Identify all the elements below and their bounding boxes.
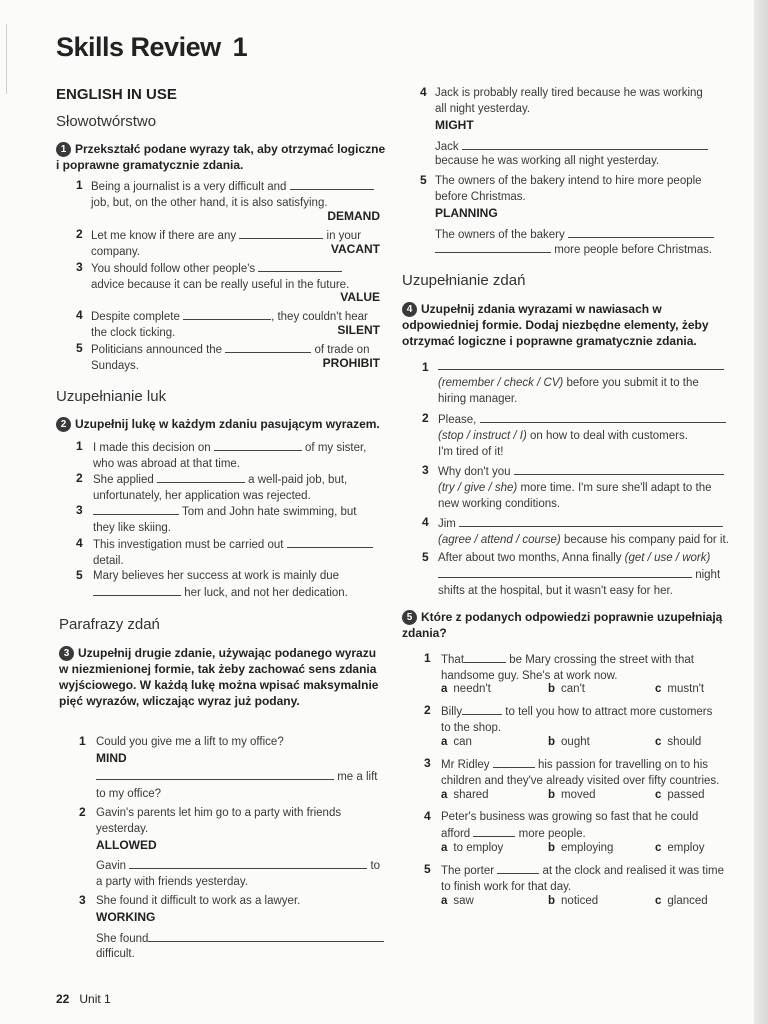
keyword: VACANT xyxy=(330,242,380,256)
answer-blank[interactable] xyxy=(480,411,726,423)
exercise-number-badge: 5 xyxy=(402,610,417,625)
item-text: shifts at the hospital, but it wasn't easy for her. xyxy=(438,585,673,597)
item-text: at the clock and realised it was time xyxy=(542,865,724,877)
item-text: Sundays. xyxy=(91,360,139,372)
exercise-number-badge: 2 xyxy=(56,417,71,432)
item-text: company. xyxy=(91,246,141,258)
option-text: ought xyxy=(561,736,590,748)
answer-blank[interactable] xyxy=(148,930,384,942)
item-text: Despite complete xyxy=(91,311,180,323)
item-text: be Mary crossing the street with that xyxy=(509,654,694,666)
exercise2-instruction xyxy=(56,416,386,432)
item-text: me a lift xyxy=(337,771,378,783)
page-footer xyxy=(56,992,111,1006)
option-c[interactable] xyxy=(655,842,704,854)
list-item xyxy=(441,862,733,895)
item-text: Jim xyxy=(438,518,456,530)
option-text: employing xyxy=(561,842,614,854)
option-letter: b xyxy=(548,736,556,748)
item-text: She found it difficult to work as a lawyer. xyxy=(96,895,301,907)
list-item xyxy=(441,651,733,684)
item-number: 3 xyxy=(76,260,83,274)
keyword: PROHIBIT xyxy=(322,356,380,370)
item-number: 2 xyxy=(424,703,431,717)
answer-blank[interactable] xyxy=(290,178,374,190)
option-text: noticed xyxy=(561,895,599,907)
exercise-number-badge: 4 xyxy=(402,302,417,317)
answer-line xyxy=(435,241,735,258)
item-text: a well-paid job, but, xyxy=(248,474,348,486)
list-item xyxy=(438,463,734,512)
instruction-text: Uzupełnij lukę w każdym zdaniu pasującym wyrazem. xyxy=(75,417,380,431)
item-text: handsome guy. She's at work now. xyxy=(441,670,618,682)
item-text: because his company paid for it. xyxy=(563,534,729,546)
list-item xyxy=(96,805,386,837)
option-a[interactable] xyxy=(441,789,489,801)
word-hint: (remember / check / CV) xyxy=(438,377,564,389)
answer-blank[interactable] xyxy=(438,358,724,370)
list-item xyxy=(438,411,734,460)
answer-blank[interactable] xyxy=(239,227,323,239)
item-text: of trade on xyxy=(314,344,370,356)
answer-blank[interactable] xyxy=(435,241,551,253)
list-item xyxy=(93,568,383,601)
item-number: 3 xyxy=(422,463,429,477)
list-item xyxy=(441,703,733,736)
list-item xyxy=(93,503,383,536)
answer-blank[interactable] xyxy=(493,756,535,768)
item-text: his passion for travelling on to his xyxy=(537,759,709,771)
option-c[interactable] xyxy=(655,789,705,801)
keyword: PLANNING xyxy=(435,206,498,220)
option-letter: c xyxy=(655,895,662,907)
answer-blank[interactable] xyxy=(459,515,723,527)
item-text: to my office? xyxy=(96,788,161,800)
answer-blank[interactable] xyxy=(287,536,373,548)
option-text: should xyxy=(667,736,702,748)
section3-heading: Parafrazy zdań xyxy=(59,616,160,633)
item-text: because he was working all night yesterday. xyxy=(435,155,660,167)
item-text: The owners of the bakery intend to hire more people xyxy=(435,175,702,187)
item-number: 2 xyxy=(76,227,83,241)
english-in-use-heading: ENGLISH IN USE xyxy=(56,86,177,103)
page-edge xyxy=(754,0,768,1024)
answer-blank[interactable] xyxy=(129,857,367,869)
item-text: I made this decision on xyxy=(93,442,211,454)
option-c[interactable] xyxy=(655,895,708,907)
word-hint: (agree / attend / course) xyxy=(438,534,561,546)
item-text: on how to deal with customers. xyxy=(530,430,688,442)
item-number: 5 xyxy=(76,568,83,582)
item-text: the clock ticking. xyxy=(91,327,176,339)
answer-blank[interactable] xyxy=(464,651,506,663)
item-text: Mr Ridley xyxy=(441,759,490,771)
item-number: 4 xyxy=(76,308,83,322)
item-number: 2 xyxy=(76,471,83,485)
option-letter: a xyxy=(441,842,448,854)
instruction-text: Które z podanych odpowiedzi poprawnie uzupełniają zdania? xyxy=(402,610,723,640)
item-text: hiring manager. xyxy=(438,393,518,405)
item-text: advice because it can be really useful in the future. xyxy=(91,279,350,291)
unit-label: Unit 1 xyxy=(79,992,111,1006)
item-text: After about two months, Anna finally xyxy=(438,552,622,564)
answer-blank[interactable] xyxy=(93,503,179,515)
answer-blank[interactable] xyxy=(462,703,502,715)
item-text: Gavin's parents let him go to a party with friends xyxy=(96,807,342,819)
answer-blank[interactable] xyxy=(157,471,245,483)
item-number: 3 xyxy=(79,893,86,907)
option-letter: a xyxy=(441,736,448,748)
option-letter: a xyxy=(441,683,448,695)
item-text: Please, xyxy=(438,414,477,426)
option-b[interactable] xyxy=(548,736,590,748)
list-item xyxy=(438,358,734,407)
item-text: That xyxy=(441,654,465,666)
option-letter: c xyxy=(655,736,662,748)
option-text: mustn't xyxy=(667,683,705,695)
word-hint: (try / give / she) xyxy=(438,482,518,494)
list-item xyxy=(435,85,735,117)
answer-line xyxy=(96,930,386,947)
item-text: night xyxy=(695,569,721,581)
keyword: MIND xyxy=(96,751,127,765)
instruction-text: Uzupełnij zdania wyrazami w nawiasach w odpowiedniej formie. Dodaj niezbędne elementy, żeby otrzymać logiczne i poprawne gramatycznie zdania. xyxy=(402,302,709,348)
answer-blank[interactable] xyxy=(462,138,708,150)
list-item xyxy=(441,809,733,842)
option-letter: a xyxy=(441,789,448,801)
item-text: before Christmas. xyxy=(435,191,526,203)
option-text: passed xyxy=(667,789,705,801)
item-number: 1 xyxy=(422,360,429,374)
item-text: This investigation must be carried out xyxy=(93,539,284,551)
answer-blank[interactable] xyxy=(93,584,181,596)
option-a[interactable] xyxy=(441,895,474,907)
item-text: I'm tired of it! xyxy=(438,446,504,458)
item-text: children and they've already visited over fifty countries. xyxy=(441,775,720,787)
option-a[interactable] xyxy=(441,842,503,854)
item-number: 4 xyxy=(420,85,427,99)
option-letter: b xyxy=(548,789,556,801)
option-text: saw xyxy=(453,895,474,907)
item-text: they like skiing. xyxy=(93,522,171,534)
margin-rule xyxy=(6,24,7,94)
option-text: to employ xyxy=(453,842,504,854)
keyword: VALUE xyxy=(340,290,380,304)
keyword: DEMAND xyxy=(327,209,380,223)
item-text: Jack is probably really tired because he was working xyxy=(435,87,703,99)
option-a[interactable] xyxy=(441,736,472,748)
option-b[interactable] xyxy=(548,895,598,907)
item-text: , they couldn't hear xyxy=(271,311,368,323)
item-number: 5 xyxy=(424,862,431,876)
item-text: Billy xyxy=(441,706,463,718)
item-number: 2 xyxy=(422,411,429,425)
item-text: to tell you how to attract more customers xyxy=(505,706,713,718)
list-item xyxy=(93,536,383,569)
option-text: moved xyxy=(561,789,596,801)
exercise-number-badge: 1 xyxy=(56,142,71,157)
option-letter: b xyxy=(548,683,556,695)
keyword: ALLOWED xyxy=(96,838,157,852)
option-letter: c xyxy=(655,683,662,695)
item-text: to finish work for that day. xyxy=(441,881,572,893)
item-text: more people before Christmas. xyxy=(554,244,713,256)
answer-blank[interactable] xyxy=(258,260,342,272)
option-c[interactable] xyxy=(655,736,701,748)
list-item xyxy=(438,515,734,548)
option-b[interactable] xyxy=(548,789,596,801)
item-number: 4 xyxy=(422,515,429,529)
item-text: The owners of the bakery xyxy=(435,229,565,241)
item-number: 1 xyxy=(76,439,83,453)
answer-blank[interactable] xyxy=(183,308,271,320)
item-text: who was abroad at that time. xyxy=(93,458,241,470)
page-title xyxy=(56,32,247,63)
item-text: all night yesterday. xyxy=(435,103,531,115)
item-text: Gavin xyxy=(96,860,127,872)
item-text: Peter's business was growing so fast that he could xyxy=(441,811,699,823)
item-text: her luck, and not her dedication. xyxy=(184,587,348,599)
option-letter: c xyxy=(655,789,662,801)
item-text: more time. I'm sure she'll adapt to the xyxy=(520,482,712,494)
title-text: Skills Review xyxy=(56,32,221,62)
list-item xyxy=(435,173,735,205)
item-text: difficult. xyxy=(96,948,135,960)
item-text: Jack xyxy=(435,141,459,153)
item-number: 1 xyxy=(79,734,86,748)
option-b[interactable] xyxy=(548,683,585,695)
list-item xyxy=(91,260,383,293)
item-text: Mary believes her success at work is mainly due xyxy=(93,570,340,582)
exercise3-instruction xyxy=(59,645,379,709)
answer-blank[interactable] xyxy=(438,566,692,578)
item-text: You should follow other people's xyxy=(91,263,256,275)
item-text: afford xyxy=(441,828,471,840)
item-number: 5 xyxy=(420,173,427,187)
item-text: more people. xyxy=(518,828,586,840)
list-item xyxy=(438,550,734,599)
option-text: glanced xyxy=(667,895,708,907)
answer-blank[interactable] xyxy=(96,768,334,780)
option-text: can xyxy=(453,736,472,748)
item-text: Being a journalist is a very difficult and xyxy=(91,181,287,193)
item-number: 5 xyxy=(422,550,429,564)
item-number: 5 xyxy=(76,341,83,355)
item-text: detail. xyxy=(93,555,124,567)
item-text: She found xyxy=(96,933,149,945)
item-text: to the shop. xyxy=(441,722,502,734)
answer-blank[interactable] xyxy=(225,341,311,353)
item-text: The porter xyxy=(441,865,495,877)
section4-heading: Uzupełnianie zdań xyxy=(402,272,526,289)
item-text: She applied xyxy=(93,474,154,486)
item-text: in your xyxy=(326,230,362,242)
list-item xyxy=(93,439,383,472)
option-a[interactable] xyxy=(441,683,491,695)
item-text: job, but, on the other hand, it is also satisfying. xyxy=(91,197,328,209)
option-letter: c xyxy=(655,842,662,854)
instruction-text: Uzupełnij drugie zdanie, używając podanego wyrazu w niezmienionej formie, tak żeby zachować sens zdania wyjściowego. W każdą lukę można wpisać maksymalnie pięć wyrazów, wliczając wyraz już podany. xyxy=(59,646,379,708)
list-item xyxy=(91,178,383,211)
option-text: employ xyxy=(667,842,705,854)
keyword: WORKING xyxy=(96,910,156,924)
answer-blank[interactable] xyxy=(568,226,714,238)
exercise-number-badge: 3 xyxy=(59,646,74,661)
option-letter: a xyxy=(441,895,448,907)
option-letter: b xyxy=(548,842,556,854)
item-text: to xyxy=(370,860,381,872)
option-text: needn't xyxy=(453,683,491,695)
answer-blank[interactable] xyxy=(497,862,539,874)
item-number: 4 xyxy=(76,536,83,550)
list-item xyxy=(93,471,383,504)
exercise5-instruction xyxy=(402,609,732,641)
answer-blank[interactable] xyxy=(473,825,515,837)
item-text: Tom and John hate swimming, but xyxy=(182,506,357,518)
section2-heading: Uzupełnianie luk xyxy=(56,388,167,405)
item-text: Let me know if there are any xyxy=(91,230,237,242)
answer-line xyxy=(96,857,386,874)
list-item xyxy=(441,756,733,789)
item-text: Could you give me a lift to my office? xyxy=(96,736,284,748)
word-hint: (stop / instruct / I) xyxy=(438,430,527,442)
word-hint: (get / use / work) xyxy=(624,552,711,564)
item-number: 3 xyxy=(424,756,431,770)
item-text: new working conditions. xyxy=(438,498,561,510)
option-text: shared xyxy=(453,789,489,801)
item-text: a party with friends yesterday. xyxy=(96,876,248,888)
option-c[interactable] xyxy=(655,683,704,695)
answer-blank[interactable] xyxy=(214,439,302,451)
keyword: SILENT xyxy=(337,323,380,337)
page-number: 22 xyxy=(56,992,70,1006)
exercise4-instruction xyxy=(402,301,732,349)
item-text: Politicians announced the xyxy=(91,344,223,356)
section1-heading: Słowotwórstwo xyxy=(56,113,157,130)
item-number: 2 xyxy=(79,805,86,819)
keyword: MIGHT xyxy=(435,118,474,132)
option-text: can't xyxy=(561,683,585,695)
answer-line xyxy=(96,768,386,785)
item-text: unfortunately, her application was rejected. xyxy=(93,490,311,502)
instruction-text: Przekształć podane wyrazy tak, aby otrzymać logiczne i poprawne gramatycznie zdania. xyxy=(56,142,386,172)
item-text: Why don't you xyxy=(438,466,511,478)
item-number: 1 xyxy=(424,651,431,665)
option-b[interactable] xyxy=(548,842,613,854)
title-number: 1 xyxy=(232,32,248,62)
item-number: 1 xyxy=(76,178,83,192)
item-text: of my sister, xyxy=(305,442,367,454)
item-text: before you submit it to the xyxy=(566,377,699,389)
exercise1-instruction xyxy=(56,141,386,173)
answer-blank[interactable] xyxy=(514,463,724,475)
item-text: yesterday. xyxy=(96,823,149,835)
option-letter: b xyxy=(548,895,556,907)
item-number: 3 xyxy=(76,503,83,517)
item-number: 4 xyxy=(424,809,431,823)
